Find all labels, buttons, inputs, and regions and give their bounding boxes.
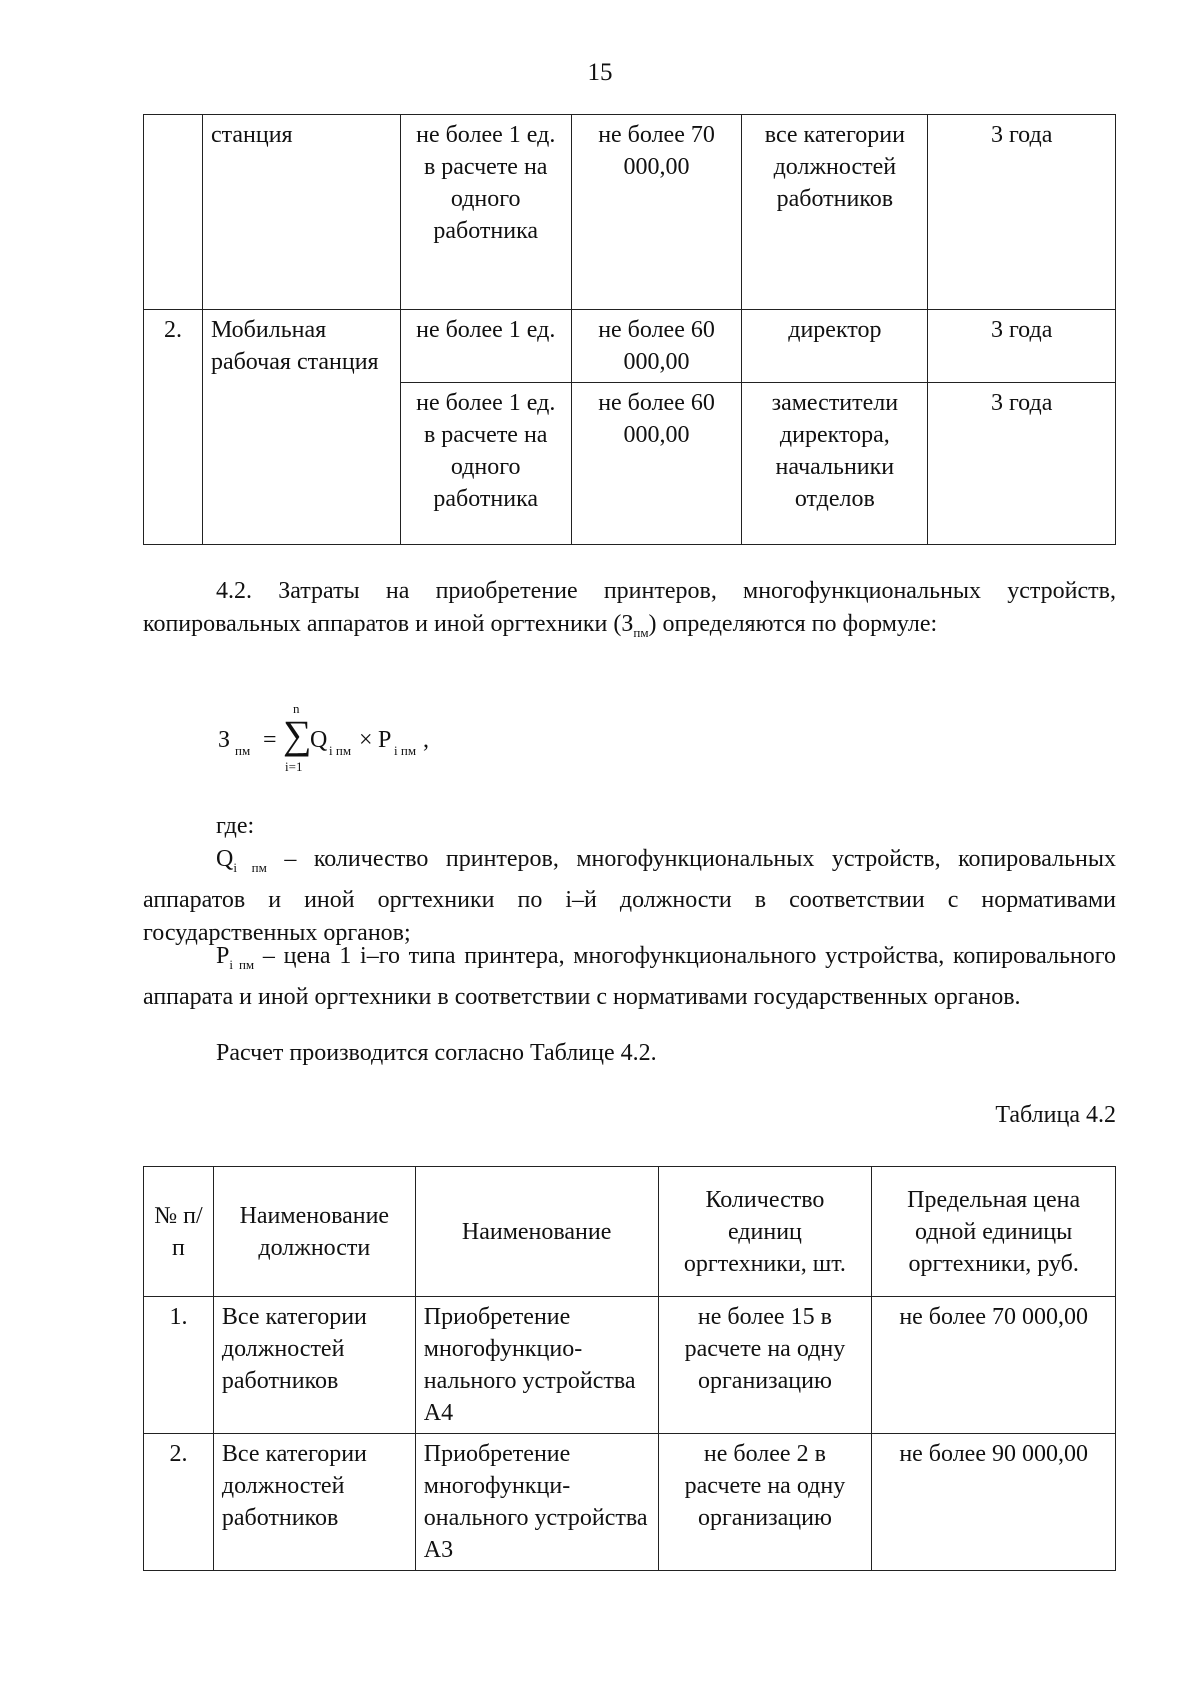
paragraph-text: 4.2. Затраты на приобретение принтеров, многофункциональных устройств, копировальных аппаратов и иной оргтехники (З <box>143 578 1116 637</box>
row-number: 1. <box>144 1297 214 1434</box>
position-category: Все категории должностей работников <box>213 1434 415 1571</box>
column-header: Наименование <box>415 1167 658 1297</box>
equipment-quantity: не более 15 в расчете на одну организацию <box>658 1297 872 1434</box>
subscript: i пм <box>233 859 267 875</box>
formula-p-subscript: i пм <box>394 743 417 758</box>
section-4-2-paragraph <box>143 575 1116 649</box>
equipment-name: Приобретение многофункцио-нального устройства А4 <box>415 1297 658 1434</box>
symbol-q: Q <box>216 846 234 872</box>
equipment-quantity: не более 2 в расчете на одну организацию <box>658 1434 872 1571</box>
subscript: i пм <box>229 956 255 972</box>
table-row <box>144 115 1116 310</box>
row-number: 2. <box>144 310 203 545</box>
position-category: заместители директора, начальники отделов <box>742 383 928 545</box>
definition-p <box>143 940 1116 1014</box>
row-number: 2. <box>144 1434 214 1571</box>
equipment-table-continued <box>143 114 1116 545</box>
definition-text: – цена 1 i–го типа принтера, многофункционального устройства, копировального аппарата и иной оргтехники в соответствии с нормативами государственных органов. <box>143 943 1116 1011</box>
formula-times: × <box>359 727 373 753</box>
definition-text: – количество принтеров, многофункциональных устройств, копировальных аппаратов и иной оргтехники по i–й должности в соответствии с нормативами государственных органов; <box>143 846 1117 946</box>
page-number: 15 <box>587 59 613 86</box>
table-row <box>144 1297 1116 1434</box>
formula-lhs: З <box>218 727 231 753</box>
symbol-p: P <box>216 943 230 969</box>
equipment-name: Мобильная рабочая станция <box>202 310 400 545</box>
formula-p: P <box>378 727 392 753</box>
definition-q <box>143 843 1116 949</box>
equipment-quantity: не более 1 ед. <box>400 310 571 383</box>
table-caption: Таблица 4.2 <box>995 1102 1116 1128</box>
equipment-name: станция <box>202 115 400 310</box>
sigma-icon: ∑ <box>283 712 312 757</box>
formula-sum-lower: i=1 <box>285 759 303 774</box>
formula-q-subscript: i пм <box>329 743 352 758</box>
paragraph-text: ) определяются по формуле: <box>648 610 938 637</box>
equipment-price: не более 90 000,00 <box>872 1434 1116 1571</box>
table-row <box>144 310 1116 383</box>
table-header-row <box>144 1167 1116 1297</box>
table-4-2 <box>143 1166 1116 1571</box>
position-category: директор <box>742 310 928 383</box>
equipment-price: не более 70 000,00 <box>872 1297 1116 1434</box>
row-number <box>144 115 203 310</box>
column-header: № п/п <box>144 1167 214 1297</box>
subscript: пм <box>633 624 649 640</box>
equipment-name: Приобретение многофункци-онального устройства А3 <box>415 1434 658 1571</box>
equipment-quantity: не более 1 ед. в расчете на одного работника <box>400 115 571 310</box>
formula-equals: = <box>263 727 277 753</box>
position-category: все категории должностей работников <box>742 115 928 310</box>
equipment-quantity: не более 1 ед. в расчете на одного работника <box>400 383 571 545</box>
service-term: 3 года <box>928 383 1116 545</box>
table-row <box>144 1434 1116 1571</box>
equipment-price: не более 60 000,00 <box>571 310 742 383</box>
formula-sum-upper: n <box>293 701 300 716</box>
service-term: 3 года <box>928 115 1116 310</box>
column-header: Предельная цена одной единицы оргтехники, руб. <box>872 1167 1116 1297</box>
calculation-note: Расчет производится согласно Таблице 4.2. <box>216 1040 657 1066</box>
position-category: Все категории должностей работников <box>213 1297 415 1434</box>
equipment-price: не более 70 000,00 <box>571 115 742 310</box>
column-header: Наименование должности <box>213 1167 415 1297</box>
service-term: 3 года <box>928 310 1116 383</box>
where-label: где: <box>216 813 255 839</box>
column-header: Количество единиц оргтехники, шт. <box>658 1167 872 1297</box>
formula-q: Q <box>310 727 328 753</box>
formula-lhs-subscript: пм <box>235 743 251 758</box>
equipment-price: не более 60 000,00 <box>571 383 742 545</box>
formula-comma: , <box>423 727 429 753</box>
